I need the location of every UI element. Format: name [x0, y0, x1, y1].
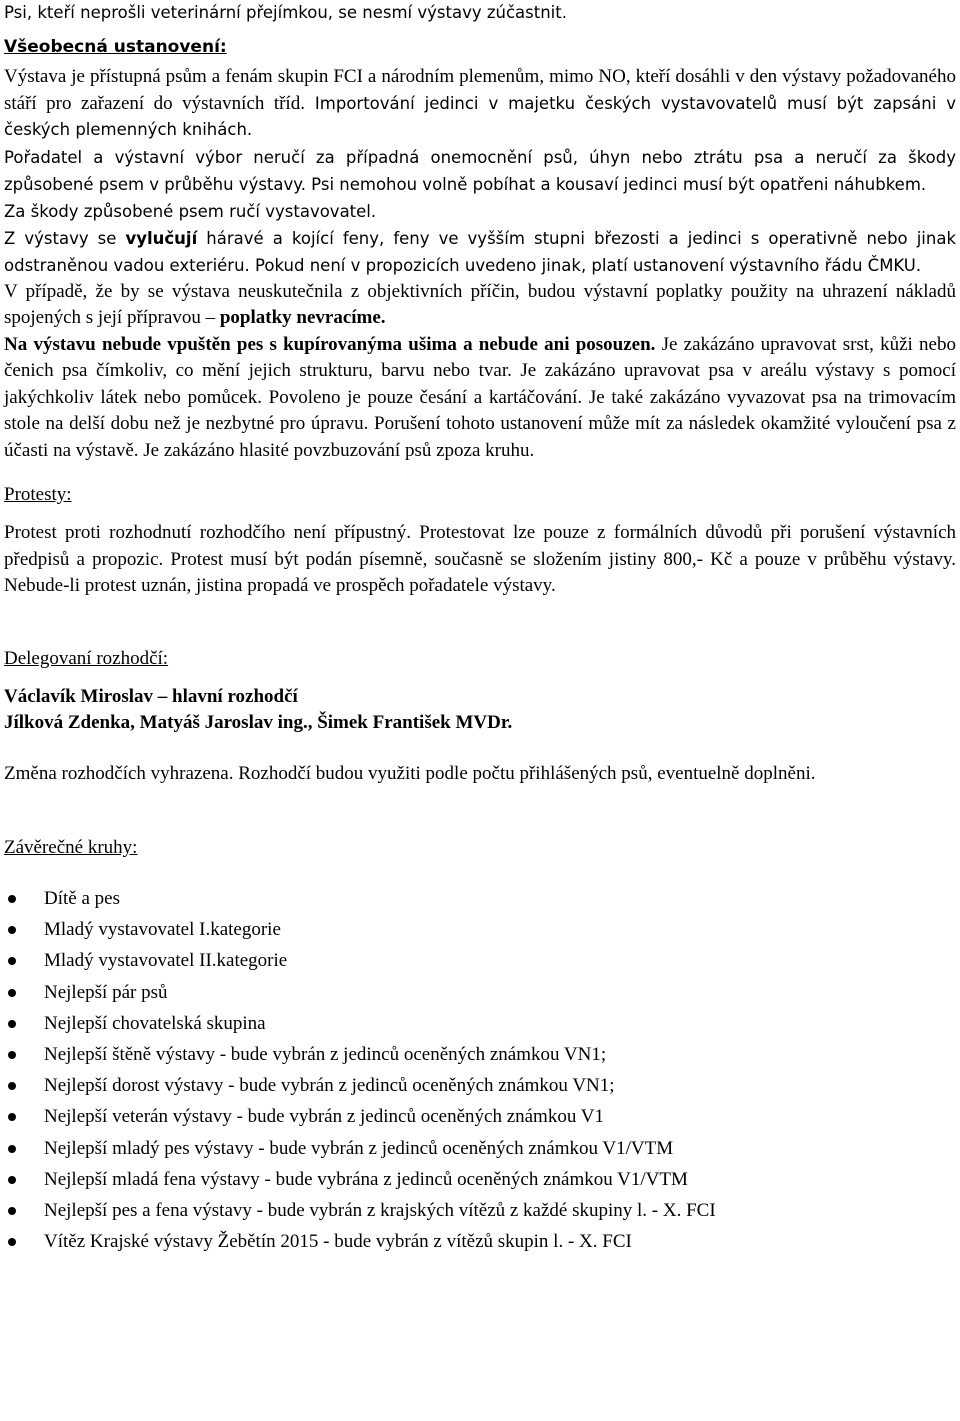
- judges-note: Změna rozhodčích vyhrazena. Rozhodčí budou využiti podle počtu přihlášených psů, eventuelně doplněni.: [4, 762, 816, 784]
- protests-heading: Protesty:: [4, 484, 72, 505]
- bullet-icon: [8, 1145, 16, 1153]
- intro-text: Psi, kteří neprošli veterinární přejímkou, se nesmí výstavy zúčastnit.: [4, 3, 567, 22]
- general-p4-a: Z výstavy se: [4, 228, 126, 248]
- list-item: Mladý vystavovatel I.kategorie: [4, 914, 956, 945]
- list-item: Nejlepší dorost výstavy - bude vybrán z jedinců oceněných známkou VN1;: [4, 1070, 956, 1101]
- list-item: Nejlepší pár psů: [4, 977, 956, 1008]
- general-paragraph-3: Za škody způsobené psem ručí vystavovatel.: [4, 201, 377, 221]
- judges-line-2: Jílková Zdenka, Matyáš Jaroslav ing., Šimek František MVDr.: [4, 712, 513, 733]
- general-paragraph-6: [4, 332, 956, 465]
- bullet-icon: [8, 895, 16, 903]
- bullet-icon: [8, 1020, 16, 1028]
- bullet-icon: [8, 1207, 16, 1215]
- list-item: Nejlepší chovatelská skupina: [4, 1008, 956, 1039]
- bullet-icon: [8, 989, 16, 997]
- general-paragraph-4: [4, 225, 956, 279]
- list-item: Nejlepší štěně výstavy - bude vybrán z jedinců oceněných známkou VN1;: [4, 1039, 956, 1070]
- bullet-icon: [8, 957, 16, 965]
- bullet-icon: [8, 926, 16, 934]
- general-p5-bold: poplatky nevracíme.: [219, 307, 386, 328]
- general-p1-a: Výstava je přístupná psům a fenám skupin FCI a národním plemenům, mimo NO, kteří dosáhli v den výstavy požadovaného stáří pro zařazení do výstavních tříd.: [4, 66, 956, 114]
- list-item: Vítěz Krajské výstavy Žebětín 2015 - bude vybrán z vítězů skupin l. - X. FCI: [4, 1226, 956, 1257]
- general-p1-b: Importování jedinci v majetku českých vystavovatelů musí být zapsáni v českých plemenných knihách.: [4, 93, 957, 139]
- rings-heading: Závěrečné kruhy:: [4, 837, 138, 858]
- rings-list: [4, 883, 956, 1257]
- judges-heading: Delegovaní rozhodčí:: [4, 647, 169, 669]
- general-p6-rest: Je zakázáno upravovat srst, kůži nebo čenich psa čímkoliv, co mění jejich strukturu, barvu nebo tvar. Je zakázáno upravovat psa v areálu výstavy s pomocí jakýchkoliv látek nebo pomůcek. Povoleno je pouze česání a kartáčování. Je také zakázáno vyvazovat psa na trimovacím stole na delší dobu než je nezbytné pro úpravu. Porušení tohoto ustanovení může mít za následek okamžité vyloučení psa z účasti na výstavě. Je zakázáno hlasité povzbuzování psů zpoza kruhu.: [4, 333, 956, 461]
- general-heading: Všeobecná ustanovení:: [4, 37, 227, 57]
- bullet-icon: [8, 1176, 16, 1184]
- general-paragraph-2: Pořadatel a výstavní výbor neručí za případná onemocnění psů, úhyn nebo ztrátu psa a neručí za škody způsobené psem v průběhu výstavy. Psi nemohou volně pobíhat a kousaví jedinci musí být opatřeni náhubkem.: [4, 147, 956, 194]
- general-p5-a: V případě, že by se výstava neuskutečnila z objektivních příčin, budou výstavní poplatky použity na uhrazení nákladů spojených s její přípravou –: [4, 280, 956, 328]
- bullet-icon: [8, 1113, 16, 1121]
- general-paragraph-5: [4, 279, 956, 332]
- list-item: Mladý vystavovatel II.kategorie: [4, 945, 956, 976]
- bullet-icon: [8, 1238, 16, 1246]
- general-p6-bold: Na výstavu nebude vpuštěn pes s kupírovanýma ušima a nebude ani posouzen.: [4, 333, 656, 355]
- list-item: Dítě a pes: [4, 883, 956, 914]
- list-item: Nejlepší veterán výstavy - bude vybrán z jedinců oceněných známkou V1: [4, 1101, 956, 1132]
- general-p4-b: háravé a kojící feny, feny ve vyšším stupni březosti a jedinci s operativně nebo jinak odstraněnou vadou exteriéru. Pokud není v propozicích uvedeno jinak, platí ustanovení výstavního řádu ČMKU.: [4, 228, 956, 275]
- protests-text: Protest proti rozhodnutí rozhodčího není přípustný. Protestovat lze pouze z formálních důvodů při porušení výstavních předpisů a propozic. Protest musí být podán písemně, současně se složením jistiny 800,- Kč a pouze v průběhu výstavy. Nebude-li protest uznán, jistina propadá ve prospěch pořadatele výstavy.: [4, 522, 956, 596]
- judges-line-1: Václavík Miroslav – hlavní rozhodčí: [4, 685, 298, 707]
- list-item: Nejlepší mladý pes výstavy - bude vybrán z jedinců oceněných známkou V1/VTM: [4, 1133, 956, 1164]
- bullet-icon: [8, 1051, 16, 1059]
- general-paragraph-1: [4, 64, 956, 144]
- bullet-icon: [8, 1082, 16, 1090]
- general-p4-bold: vylučují: [125, 228, 198, 248]
- list-item: Nejlepší mladá fena výstavy - bude vybrána z jedinců oceněných známkou V1/VTM: [4, 1164, 956, 1195]
- list-item: Nejlepší pes a fena výstavy - bude vybrán z krajských vítězů z každé skupiny l. - X. FCI: [4, 1195, 956, 1226]
